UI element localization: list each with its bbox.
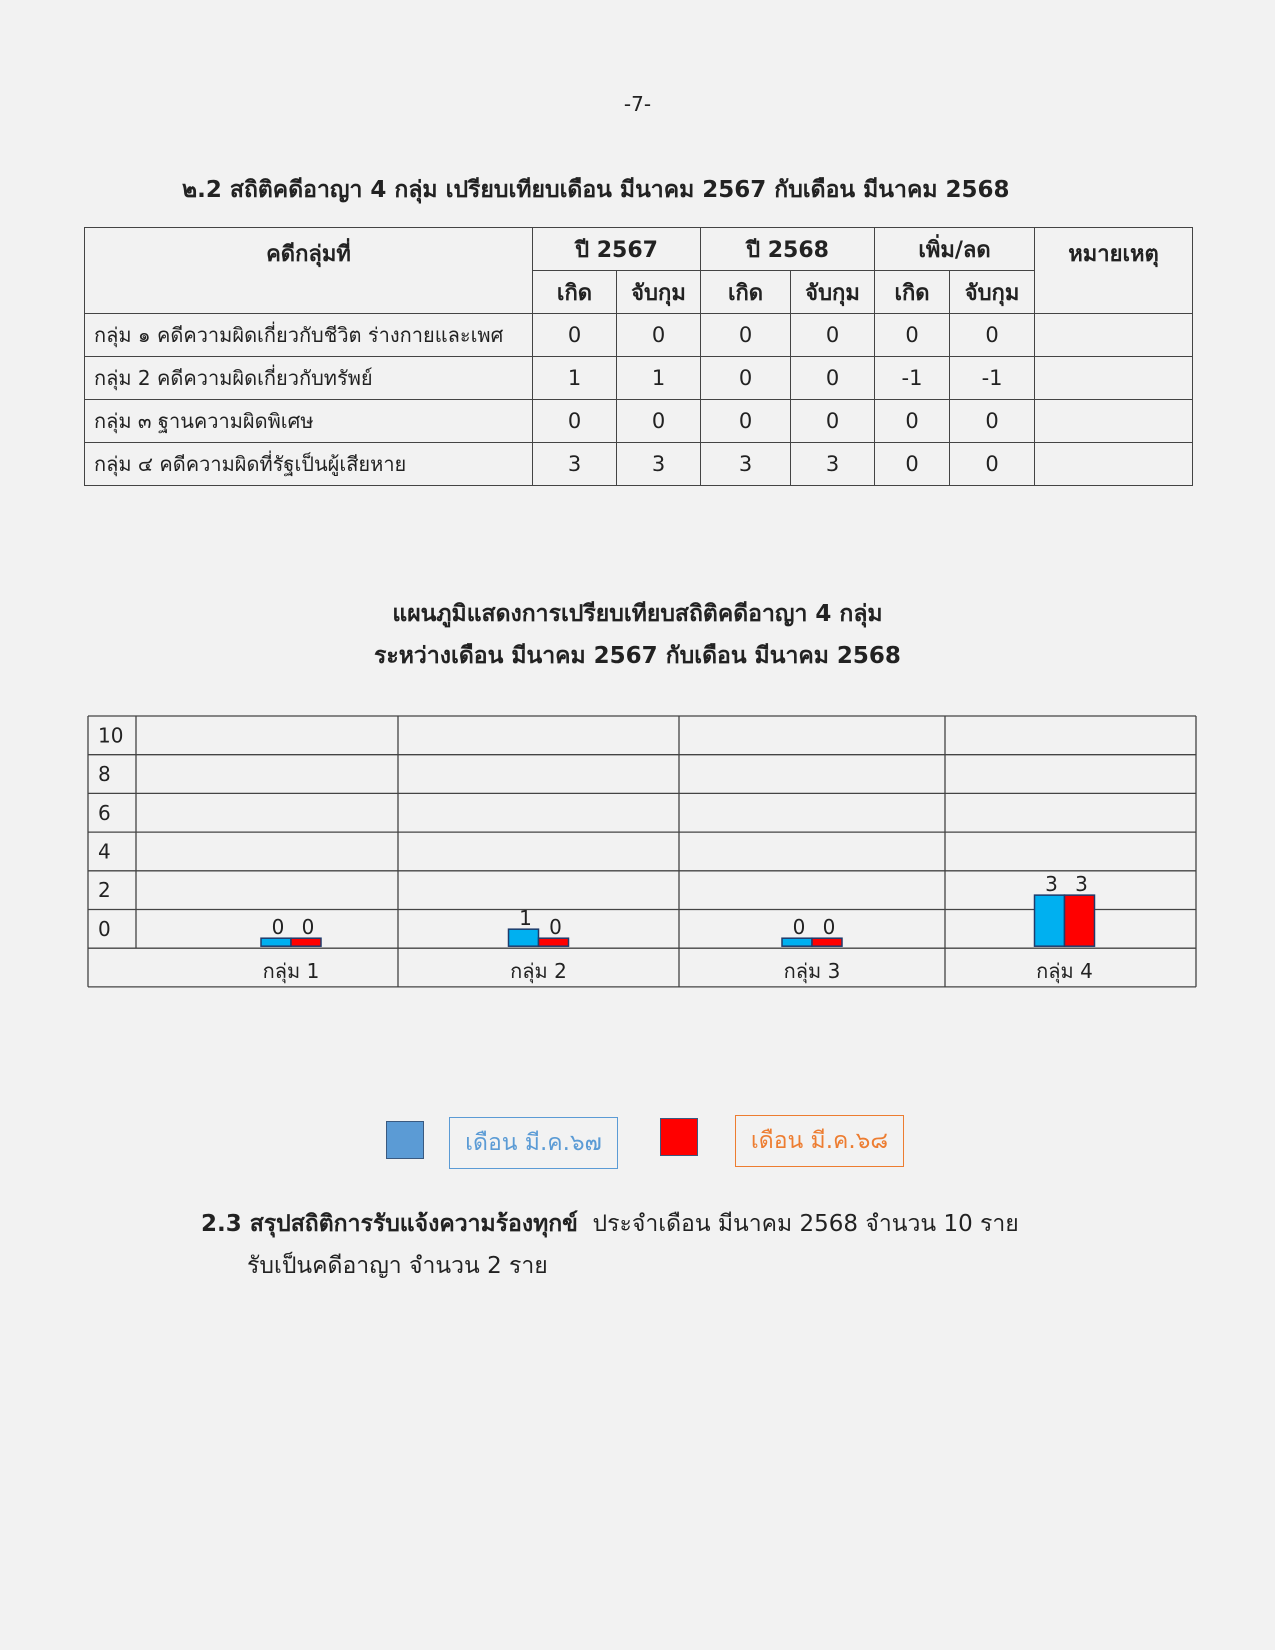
cell-value: 0 <box>950 443 1035 486</box>
category-label: กลุ่ม 2 <box>510 958 567 983</box>
summary-line2: รับเป็นคดีอาญา จำนวน 2 ราย <box>247 1253 548 1279</box>
data-label: 0 <box>549 915 562 940</box>
cell-value: 0 <box>701 400 791 443</box>
cell-value: 0 <box>791 357 875 400</box>
row-label: กลุ่ม ๓ ฐานความผิดพิเศษ <box>85 400 533 443</box>
cell-value: -1 <box>950 357 1035 400</box>
cell-value: 1 <box>533 357 617 400</box>
y-tick-label: 0 <box>98 916 111 941</box>
header-change: เพิ่ม/ลด <box>875 228 1035 271</box>
cell-value: 3 <box>617 443 701 486</box>
row-label: กลุ่ม ๑ คดีความผิดเกี่ยวกับชีวิต ร่างกายและเพศ <box>85 314 533 357</box>
category-label: กลุ่ม 4 <box>1036 958 1093 983</box>
chart-title-line2: ระหว่างเดือน มีนาคม 2567 กับเดือน มีนาคม 2568 <box>374 643 901 669</box>
y-tick-label: 2 <box>98 878 111 903</box>
cell-value: 0 <box>533 400 617 443</box>
cell-value: 0 <box>875 443 950 486</box>
row-label: กลุ่ม 2 คดีความผิดเกี่ยวกับทรัพย์ <box>85 357 533 400</box>
cell-value: 0 <box>617 314 701 357</box>
category-label: กลุ่ม 3 <box>783 958 841 983</box>
row-label: กลุ่ม ๔ คดีความผิดที่รัฐเป็นผู้เสียหาย <box>85 443 533 486</box>
cell-value: 0 <box>533 314 617 357</box>
cell-value: -1 <box>875 357 950 400</box>
legend-swatch-2567 <box>386 1121 424 1159</box>
cell-value: 0 <box>950 400 1035 443</box>
data-label: 3 <box>1075 872 1088 897</box>
summary-line1 <box>201 1206 1019 1242</box>
data-label: 0 <box>301 915 315 940</box>
data-label: 0 <box>792 915 806 940</box>
cell-value: 0 <box>701 357 791 400</box>
header-occurred: เกิด <box>701 271 791 314</box>
header-group: คดีกลุ่มที่ <box>85 228 533 314</box>
data-label: 0 <box>271 915 285 940</box>
cell-value: 0 <box>950 314 1035 357</box>
y-tick-label: 6 <box>98 800 111 825</box>
page-number: -7- <box>623 92 652 116</box>
chart-title-line1: แผนภูมิแสดงการเปรียบเทียบสถิติคดีอาญา 4 กลุ่ม <box>392 601 883 627</box>
cell-value: 3 <box>791 443 875 486</box>
bar-2567 <box>261 938 291 946</box>
cell-value: 0 <box>791 400 875 443</box>
header-year-2567: ปี 2567 <box>533 228 701 271</box>
cell-value: 0 <box>875 314 950 357</box>
data-label: 1 <box>519 906 532 931</box>
legend-swatch-2568 <box>660 1118 698 1156</box>
bar-2567 <box>509 929 539 946</box>
cell-value: 0 <box>791 314 875 357</box>
cell-value: 3 <box>701 443 791 486</box>
bar-2567 <box>782 938 812 946</box>
y-tick-label: 10 <box>98 723 124 748</box>
category-label: กลุ่ม 1 <box>262 958 320 983</box>
bar-2568 <box>539 938 569 946</box>
y-tick-label: 4 <box>98 839 111 864</box>
legend-label-2567: เดือน มี.ค.๖๗ <box>449 1117 618 1169</box>
data-label: 0 <box>822 915 836 940</box>
header-arrested: จับกุม <box>617 271 701 314</box>
summary-title: 2.3 สรุปสถิติการรับแจ้งความร้องทุกข์ <box>201 1211 578 1237</box>
bar-2568 <box>1065 895 1095 946</box>
header-occurred: เกิด <box>875 271 950 314</box>
legend-label-2568: เดือน มี.ค.๖๘ <box>735 1115 904 1167</box>
cell-value: 0 <box>617 400 701 443</box>
header-arrested: จับกุม <box>950 271 1035 314</box>
bar-2568 <box>812 938 842 946</box>
section-heading: ๒.2 สถิติคดีอาญา 4 กลุ่ม เปรียบเทียบเดือน มีนาคม 2567 กับเดือน มีนาคม 2568 <box>182 177 1010 203</box>
header-occurred: เกิด <box>533 271 617 314</box>
cell-value: 0 <box>701 314 791 357</box>
data-label: 3 <box>1045 872 1058 897</box>
y-tick-label: 8 <box>98 762 111 787</box>
header-year-2568: ปี 2568 <box>701 228 875 271</box>
cell-value: 1 <box>617 357 701 400</box>
summary-text: ประจำเดือน มีนาคม 2568 จำนวน 10 ราย <box>592 1211 1019 1237</box>
cell-value: 3 <box>533 443 617 486</box>
bar-2568 <box>291 938 321 946</box>
header-arrested: จับกุม <box>791 271 875 314</box>
bar-2567 <box>1035 895 1065 946</box>
cell-value: 0 <box>875 400 950 443</box>
header-remark: หมายเหตุ <box>1035 228 1193 314</box>
